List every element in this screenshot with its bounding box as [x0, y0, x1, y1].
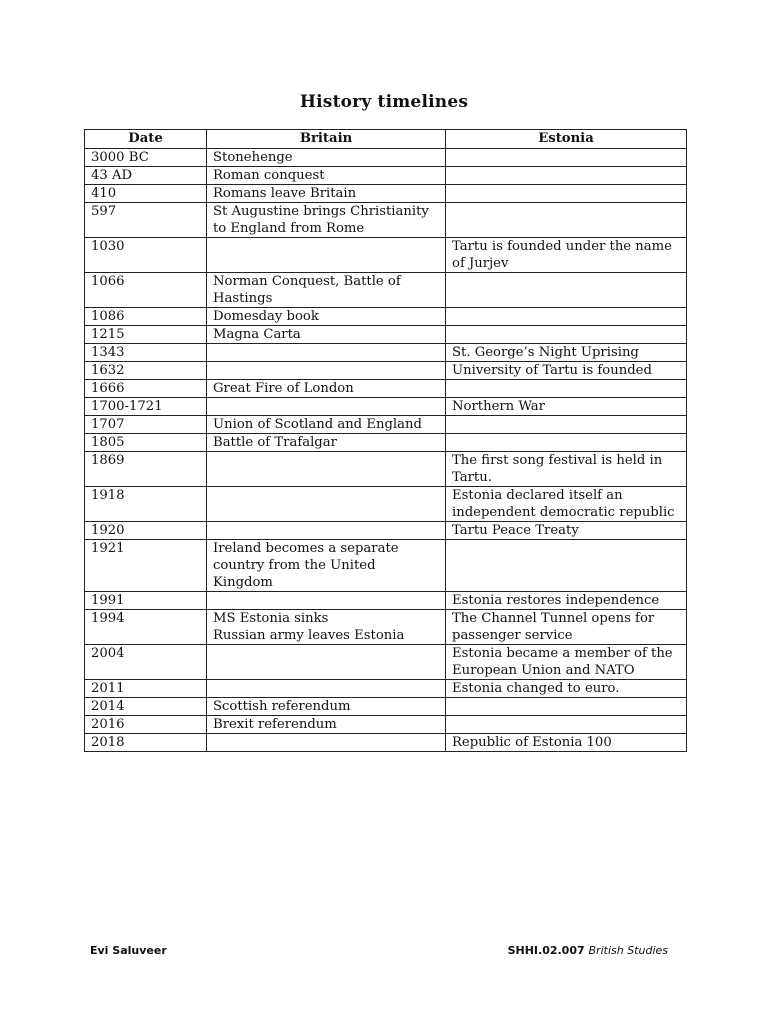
footer-course [508, 944, 668, 957]
cell-britain [207, 149, 446, 167]
cell-date: 2004 [85, 645, 207, 680]
table-row [85, 149, 687, 167]
table-row [85, 326, 687, 344]
cell-date: 1707 [85, 416, 207, 434]
cell-date: 1700-1721 [85, 398, 207, 416]
cell-estonia [446, 203, 687, 238]
table-row [85, 362, 687, 380]
cell-estonia [446, 416, 687, 434]
cell-text: Scottish referendum [213, 699, 351, 714]
cell-estonia [446, 487, 687, 522]
table-row [85, 185, 687, 203]
cell-text: Estonia restores independence [452, 593, 660, 608]
cell-text: Tartu is founded under the name of Jurjev [452, 239, 672, 271]
cell-britain [207, 238, 446, 273]
cell-date: 1920 [85, 522, 207, 540]
cell-estonia [446, 398, 687, 416]
table-row [85, 734, 687, 752]
cell-date: 1921 [85, 540, 207, 592]
footer-author: Evi Saluveer [90, 944, 167, 957]
cell-date: 43 AD [85, 167, 207, 185]
cell-estonia [446, 238, 687, 273]
cell-estonia [446, 185, 687, 203]
cell-britain [207, 185, 446, 203]
cell-estonia [446, 522, 687, 540]
cell-estonia [446, 326, 687, 344]
cell-text: Norman Conquest, Battle of Hastings [213, 274, 401, 306]
cell-text: The first song festival is held in Tartu. [452, 453, 663, 485]
cell-text: Brexit referendum [213, 717, 337, 732]
course-name: British Studies [588, 944, 668, 957]
cell-britain [207, 452, 446, 487]
cell-text: Russian army leaves Estonia [213, 628, 405, 643]
cell-estonia [446, 167, 687, 185]
page-title: History timelines [299, 92, 469, 112]
table-row [85, 645, 687, 680]
table-row [85, 344, 687, 362]
cell-text: The Channel Tunnel opens for passenger service [452, 611, 655, 643]
table-row [85, 698, 687, 716]
cell-britain [207, 734, 446, 752]
cell-britain [207, 416, 446, 434]
cell-text: Domesday book [213, 309, 319, 324]
cell-britain [207, 487, 446, 522]
header-estonia: Estonia [446, 130, 687, 149]
cell-britain [207, 398, 446, 416]
cell-text: Roman conquest [213, 168, 325, 183]
cell-britain [207, 380, 446, 398]
cell-date: 3000 BC [85, 149, 207, 167]
cell-britain [207, 362, 446, 380]
cell-text: Tartu Peace Treaty [452, 523, 579, 538]
table-row [85, 380, 687, 398]
cell-estonia [446, 434, 687, 452]
cell-date: 1343 [85, 344, 207, 362]
course-code: SHHI.02.007 [507, 944, 585, 957]
cell-estonia [446, 610, 687, 645]
header-britain: Britain [207, 130, 446, 149]
cell-text: Estonia became a member of the European Union and NATO [452, 646, 673, 678]
cell-estonia [446, 308, 687, 326]
cell-text: Battle of Trafalgar [213, 435, 337, 450]
cell-date: 1666 [85, 380, 207, 398]
cell-britain [207, 680, 446, 698]
cell-date: 410 [85, 185, 207, 203]
cell-britain [207, 167, 446, 185]
table-row [85, 680, 687, 698]
cell-britain [207, 610, 446, 645]
table-row [85, 487, 687, 522]
cell-date: 2011 [85, 680, 207, 698]
cell-britain [207, 716, 446, 734]
cell-estonia [446, 452, 687, 487]
cell-date: 1632 [85, 362, 207, 380]
cell-text: Ireland becomes a separate country from the United Kingdom [213, 541, 399, 590]
table-row [85, 716, 687, 734]
cell-estonia [446, 680, 687, 698]
timeline-table [84, 129, 687, 752]
cell-text: Estonia declared itself an independent democratic republic [452, 488, 675, 520]
cell-estonia [446, 362, 687, 380]
table-row [85, 434, 687, 452]
cell-britain [207, 203, 446, 238]
cell-date: 1086 [85, 308, 207, 326]
table-row [85, 273, 687, 308]
cell-estonia [446, 344, 687, 362]
cell-date: 597 [85, 203, 207, 238]
cell-text: Magna Carta [213, 327, 301, 342]
cell-estonia [446, 149, 687, 167]
table-row [85, 592, 687, 610]
cell-date: 1066 [85, 273, 207, 308]
table-row [85, 308, 687, 326]
cell-britain [207, 434, 446, 452]
cell-text: St. George’s Night Uprising [452, 345, 639, 360]
cell-text: MS Estonia sinks [213, 611, 329, 626]
table-row [85, 167, 687, 185]
cell-date: 1805 [85, 434, 207, 452]
cell-estonia [446, 273, 687, 308]
header-date: Date [85, 130, 207, 149]
cell-britain [207, 308, 446, 326]
table-row [85, 452, 687, 487]
cell-britain [207, 540, 446, 592]
cell-date: 2014 [85, 698, 207, 716]
table-row [85, 398, 687, 416]
table-row [85, 416, 687, 434]
cell-estonia [446, 592, 687, 610]
cell-date: 1215 [85, 326, 207, 344]
cell-date: 1994 [85, 610, 207, 645]
cell-text: Romans leave Britain [213, 186, 357, 201]
table-row [85, 522, 687, 540]
cell-britain [207, 344, 446, 362]
cell-date: 2016 [85, 716, 207, 734]
cell-estonia [446, 380, 687, 398]
cell-britain [207, 273, 446, 308]
header-row [85, 130, 687, 149]
cell-text: St Augustine brings Christianity to England from Rome [213, 204, 429, 236]
cell-text: University of Tartu is founded [452, 363, 652, 378]
cell-date: 1991 [85, 592, 207, 610]
table-row [85, 203, 687, 238]
table-row [85, 610, 687, 645]
cell-text: Union of Scotland and England [213, 417, 422, 432]
cell-date: 2018 [85, 734, 207, 752]
cell-estonia [446, 645, 687, 680]
cell-text: Estonia changed to euro. [452, 681, 620, 696]
table-row [85, 540, 687, 592]
cell-text: Great Fire of London [213, 381, 354, 396]
cell-estonia [446, 540, 687, 592]
cell-date: 1918 [85, 487, 207, 522]
cell-britain [207, 522, 446, 540]
cell-britain [207, 592, 446, 610]
cell-britain [207, 645, 446, 680]
cell-britain [207, 698, 446, 716]
cell-estonia [446, 698, 687, 716]
timeline-body [85, 149, 687, 752]
cell-date: 1869 [85, 452, 207, 487]
cell-date: 1030 [85, 238, 207, 273]
table-row [85, 238, 687, 273]
cell-estonia [446, 716, 687, 734]
cell-text: Stonehenge [213, 150, 293, 165]
cell-britain [207, 326, 446, 344]
cell-text: Republic of Estonia 100 [452, 735, 612, 750]
cell-text: Northern War [452, 399, 545, 414]
cell-estonia [446, 734, 687, 752]
